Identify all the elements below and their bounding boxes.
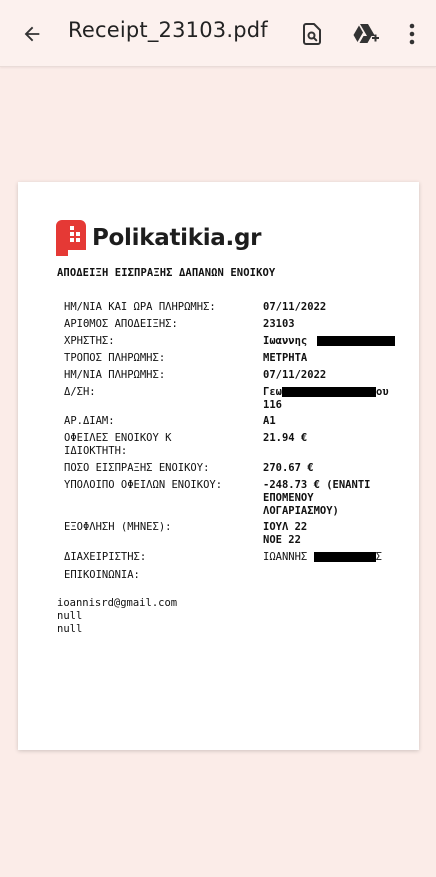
field-value-user xyxy=(263,335,413,348)
field-value-text: Ιωαννης xyxy=(263,335,308,347)
address-end: ου xyxy=(375,386,389,398)
label-line: ΙΔΙΟΚΤΗΤΗ: xyxy=(64,445,128,457)
value-line: ΝΟΕ 22 xyxy=(263,534,301,546)
field-label: ΕΠΙΚΟΙΝΩΝΙΑ: xyxy=(64,569,140,581)
field-value-address xyxy=(263,386,413,412)
field-label: ΔΙΑΧΕΙΡΙΣΤΗΣ: xyxy=(64,551,147,563)
redaction-bar xyxy=(282,387,376,397)
field-label: ΧΡΗΣΤΗΣ: xyxy=(64,335,115,347)
address-start: Γεω xyxy=(263,386,282,398)
add-to-drive-icon[interactable] xyxy=(344,14,388,54)
back-arrow-icon[interactable] xyxy=(12,14,52,54)
redaction-bar xyxy=(317,336,395,346)
field-value xyxy=(263,479,413,518)
field-label: ΗΜ/ΝΙΑ ΠΛΗΡΩΜΗΣ: xyxy=(64,369,166,381)
label-line: ΟΦΕΙΛΕΣ ΕΝΟΙΚΟΥ Κ xyxy=(64,432,172,444)
pdf-page xyxy=(18,182,419,750)
brand-name: Polikatikia.gr xyxy=(92,225,262,251)
field-label: ΗΜ/ΝΙΑ ΚΑΙ ΩΡΑ ΠΛΗΡΩΜΗΣ: xyxy=(64,301,216,313)
document-title: Receipt_23103.pdf xyxy=(68,18,268,42)
receipt-heading: ΑΠΟΔΕΙΞΗ ΕΙΣΠΡΑΞΗΣ ΔΑΠΑΝΩΝ ΕΝΟΙΚΟΥ xyxy=(57,267,276,279)
field-label: ΤΡΟΠΟΣ ΠΛΗΡΩΜΗΣ: xyxy=(64,352,166,364)
field-label: ΑΡ.ΔΙΑΜ: xyxy=(64,415,115,427)
building-logo-icon xyxy=(56,220,86,256)
value-line: -248.73 € (ΕΝΑΝΤΙ xyxy=(263,479,371,491)
field-value: ΜΕΤΡΗΤΑ xyxy=(263,352,308,364)
value-line: ΛΟΓΑΡΙΑΣΜΟΥ) xyxy=(263,505,339,517)
field-value-manager xyxy=(263,551,413,564)
more-vert-icon[interactable] xyxy=(394,14,430,54)
contact-line: null xyxy=(57,610,83,622)
brand-logo xyxy=(56,220,261,256)
field-value: 07/11/2022 xyxy=(263,301,327,313)
field-label: ΑΡΙΘΜΟΣ ΑΠΟΔΕΙΞΗΣ: xyxy=(64,318,178,330)
field-value: 07/11/2022 xyxy=(263,369,327,381)
field-label: ΠΟΣΟ ΕΙΣΠΡΑΞΗΣ ΕΝΟΙΚΟΥ: xyxy=(64,462,210,474)
contact-email: ioannisrd@gmail.com xyxy=(57,597,178,609)
find-in-page-icon[interactable] xyxy=(292,14,332,54)
value-line: ΕΠΟΜΕΝΟΥ xyxy=(263,492,314,504)
field-label: ΥΠΟΛΟΙΠΟ ΟΦΕΙΛΩΝ ΕΝΟΙΚΟΥ: xyxy=(64,479,223,491)
field-value: 23103 xyxy=(263,318,295,330)
field-label xyxy=(64,432,254,458)
field-value: 21.94 € xyxy=(263,432,308,444)
value-line: ΙΟΥΛ 22 xyxy=(263,521,308,533)
address-number: 116 xyxy=(263,399,282,411)
contact-line: null xyxy=(57,623,83,635)
field-label: ΕΞΟΦΛΗΣΗ (ΜΗΝΕΣ): xyxy=(64,521,172,533)
field-value: 270.67 € xyxy=(263,462,314,474)
manager-end: Σ xyxy=(375,551,382,563)
app-bar xyxy=(0,0,436,67)
manager-start: ΙΩΑΝΝΗΣ xyxy=(263,551,308,563)
field-value: Α1 xyxy=(263,415,276,427)
redaction-bar xyxy=(314,552,376,562)
field-value xyxy=(263,521,413,547)
field-label: Δ/ΣΗ: xyxy=(64,386,96,398)
